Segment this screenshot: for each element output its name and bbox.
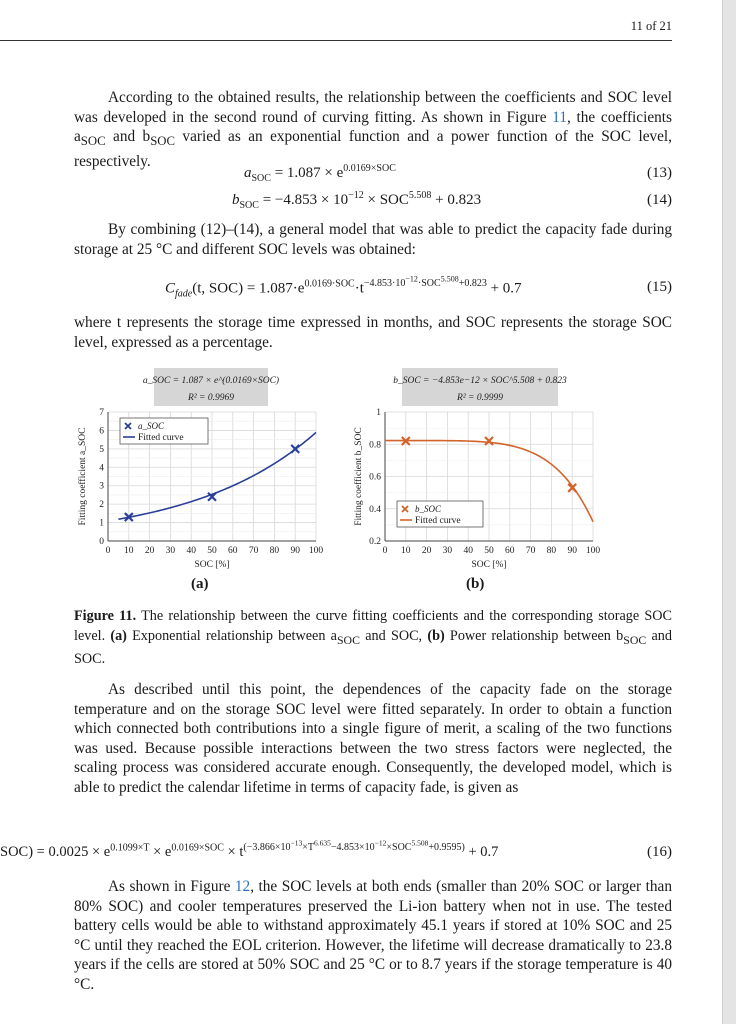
p1-text-d: varied as an exponential function and a power function of the SOC level, respectively. — [74, 128, 672, 170]
y-tick-label: 1 — [376, 408, 381, 418]
x-tick-label: 10 — [401, 546, 411, 556]
y-tick-label: 2 — [99, 500, 104, 511]
x-tick-label: 100 — [585, 546, 601, 556]
paragraph-2: By combining (12)–(14), a general model that was able to predict the capacity fade during storage at 25 °C and different SOC levels was obtained: — [74, 221, 672, 258]
y-tick-label: 7 — [99, 408, 104, 418]
y-tick-label: 4 — [99, 463, 104, 474]
paragraph-1 — [74, 88, 672, 171]
x-tick-label: 50 — [207, 546, 217, 556]
figure-11-link[interactable]: 11 — [552, 108, 567, 126]
header-rule — [0, 40, 672, 41]
y-tick-label: 0.4 — [369, 504, 381, 515]
y-tick-label: 0.6 — [369, 472, 381, 483]
y-axis-label: Fitting coefficient b_SOC — [354, 427, 364, 526]
p1-text-c: and b — [105, 128, 151, 146]
equation-15: $C_{fade}(t$, $SOC) = 1.087\cdot e^{0.0169\cdot SOC}\cdot t^{-4.853\cdot 10^{-12}\cdot SOC^{5.508}+0.823} + 0.7$ — [165, 275, 522, 300]
legend-label-points: a_SOC — [138, 421, 165, 431]
x-tick-label: 40 — [186, 546, 196, 556]
equation-16: $SOC) = 0.0025 \times e^{0.1099\times T} \times e^{0.0169\times SOC} \times t^{(-3.866\times 10^{-13}\times T^{6.635}-4.853\times 10^{-12}\times SOC^{5.508}+0.9595)} + 0.7$ — [0, 839, 499, 861]
equation-14: $b_{SOC} = -4.853 \times 10^{-12} \times SOC^{5.508} + 0.823$ — [232, 190, 482, 211]
y-tick-label: 3 — [99, 481, 104, 492]
chart-a — [74, 368, 336, 586]
equation-16-number: (16) — [647, 844, 672, 860]
x-tick-label: 70 — [248, 546, 259, 556]
y-tick-label: 1 — [99, 518, 104, 529]
paragraph-3: where t represents the storage time expressed in months, and SOC represents the storage SOC level, expressed as a percentage. — [74, 314, 672, 351]
p1-text-b: , the coefficients a — [74, 108, 672, 146]
figure-11a — [74, 368, 336, 591]
equation-13-number: (13) — [647, 165, 672, 181]
x-tick-label: 60 — [228, 546, 238, 556]
x-tick-label: 50 — [484, 546, 494, 556]
x-tick-label: 100 — [308, 546, 324, 556]
y-tick-label: 5 — [99, 444, 104, 455]
annotation-equation: b_SOC = −4.853e−12 × SOC^5.508 + 0.823 — [393, 376, 567, 386]
y-tick-label: 6 — [99, 426, 104, 437]
paragraph-4: As described until this point, the dependences of the capacity fade on the storage temperature and on the storage SOC level were fitted separately. In order to obtain a function which connected both contributions into a single figure of merit, a scaling of the two functions was used. Because possible interactions between the two stress factors were neglected, the scaling process was considered accurate enough. Consequently, the developed model, which is able to predict the calendar lifetime in terms of capacity fade, is given as — [74, 681, 672, 796]
x-tick-label: 0 — [105, 546, 111, 556]
x-axis-label: SOC [%] — [194, 560, 230, 570]
chart-b — [350, 368, 608, 586]
p1-sub-c: SOC — [150, 134, 175, 149]
annotation-r2: R² = 0.9999 — [457, 393, 503, 403]
x-tick-label: 90 — [567, 546, 577, 556]
x-tick-label: 10 — [124, 546, 134, 556]
paragraph-5: As shown in Figure 12, the SOC levels at both ends (smaller than 20% SOC or larger than 80% SOC) and cooler temperatures preserved the Li-ion battery when not in use. The tested battery cells would be able to withstand approximately 45.1 years if stored at 10% SOC and 25 °C until they reached the EOL criterion. However, the lifetime will decrease dramatically to 23.8 years if the cells are stored at 50% SOC and 25 °C or to 8.7 years if the storage temperature is 40 °C. — [74, 878, 672, 993]
equation-15-number: (15) — [647, 279, 672, 295]
y-tick-label: 0 — [99, 537, 104, 547]
x-tick-label: 20 — [421, 546, 432, 556]
figure-12-link[interactable]: 12 — [234, 878, 251, 895]
figure-11b-label: (b) — [466, 576, 485, 592]
fitted-curve — [118, 432, 316, 519]
legend-label-points: b_SOC — [415, 504, 442, 514]
x-tick-label: 90 — [290, 546, 300, 556]
figure-caption: Figure 11. The relationship between the curve fitting coefficients and the corresponding storage SOC level. (a) Exponential relationship between $a_{SOC}$ and SOC, (b) Power relationship between $b_{SOC}$ and SOC. — [74, 608, 672, 667]
x-axis-label: SOC [%] — [471, 560, 507, 570]
p1-text-a: According to the obtained results, the relationship between the coefficients and SOC level was developed in the second round of curving fitting. As shown in Figure — [74, 89, 672, 126]
equation-14-number: (14) — [647, 192, 672, 208]
x-tick-label: 20 — [144, 546, 155, 556]
x-tick-label: 80 — [269, 546, 280, 556]
legend-label-curve: Fitted curve — [138, 433, 184, 443]
legend-label-curve: Fitted curve — [415, 516, 461, 526]
x-tick-label: 30 — [442, 546, 453, 556]
figure-11a-label: (a) — [191, 576, 209, 592]
annotation-r2: R² = 0.9969 — [188, 393, 234, 403]
x-tick-label: 0 — [382, 546, 388, 556]
y-tick-label: 0.2 — [369, 537, 381, 547]
x-tick-label: 70 — [525, 546, 536, 556]
x-tick-label: 80 — [546, 546, 557, 556]
y-axis-label: Fitting coefficient a_SOC — [78, 427, 88, 526]
p1-sub-b: SOC — [80, 134, 106, 149]
y-tick-label: 0.8 — [369, 440, 381, 451]
figure-11b — [350, 368, 608, 591]
x-tick-label: 40 — [463, 546, 473, 556]
page-number: 11 of 21 — [630, 19, 672, 33]
x-tick-label: 30 — [165, 546, 176, 556]
x-tick-label: 60 — [505, 546, 515, 556]
equation-13: $a_{SOC} = 1.087 \times e^{0.0169\times SOC}$ — [244, 163, 396, 184]
viewer-scrollbar[interactable] — [722, 0, 736, 1024]
annotation-equation: a_SOC = 1.087 × e^(0.0169×SOC) — [142, 376, 280, 386]
